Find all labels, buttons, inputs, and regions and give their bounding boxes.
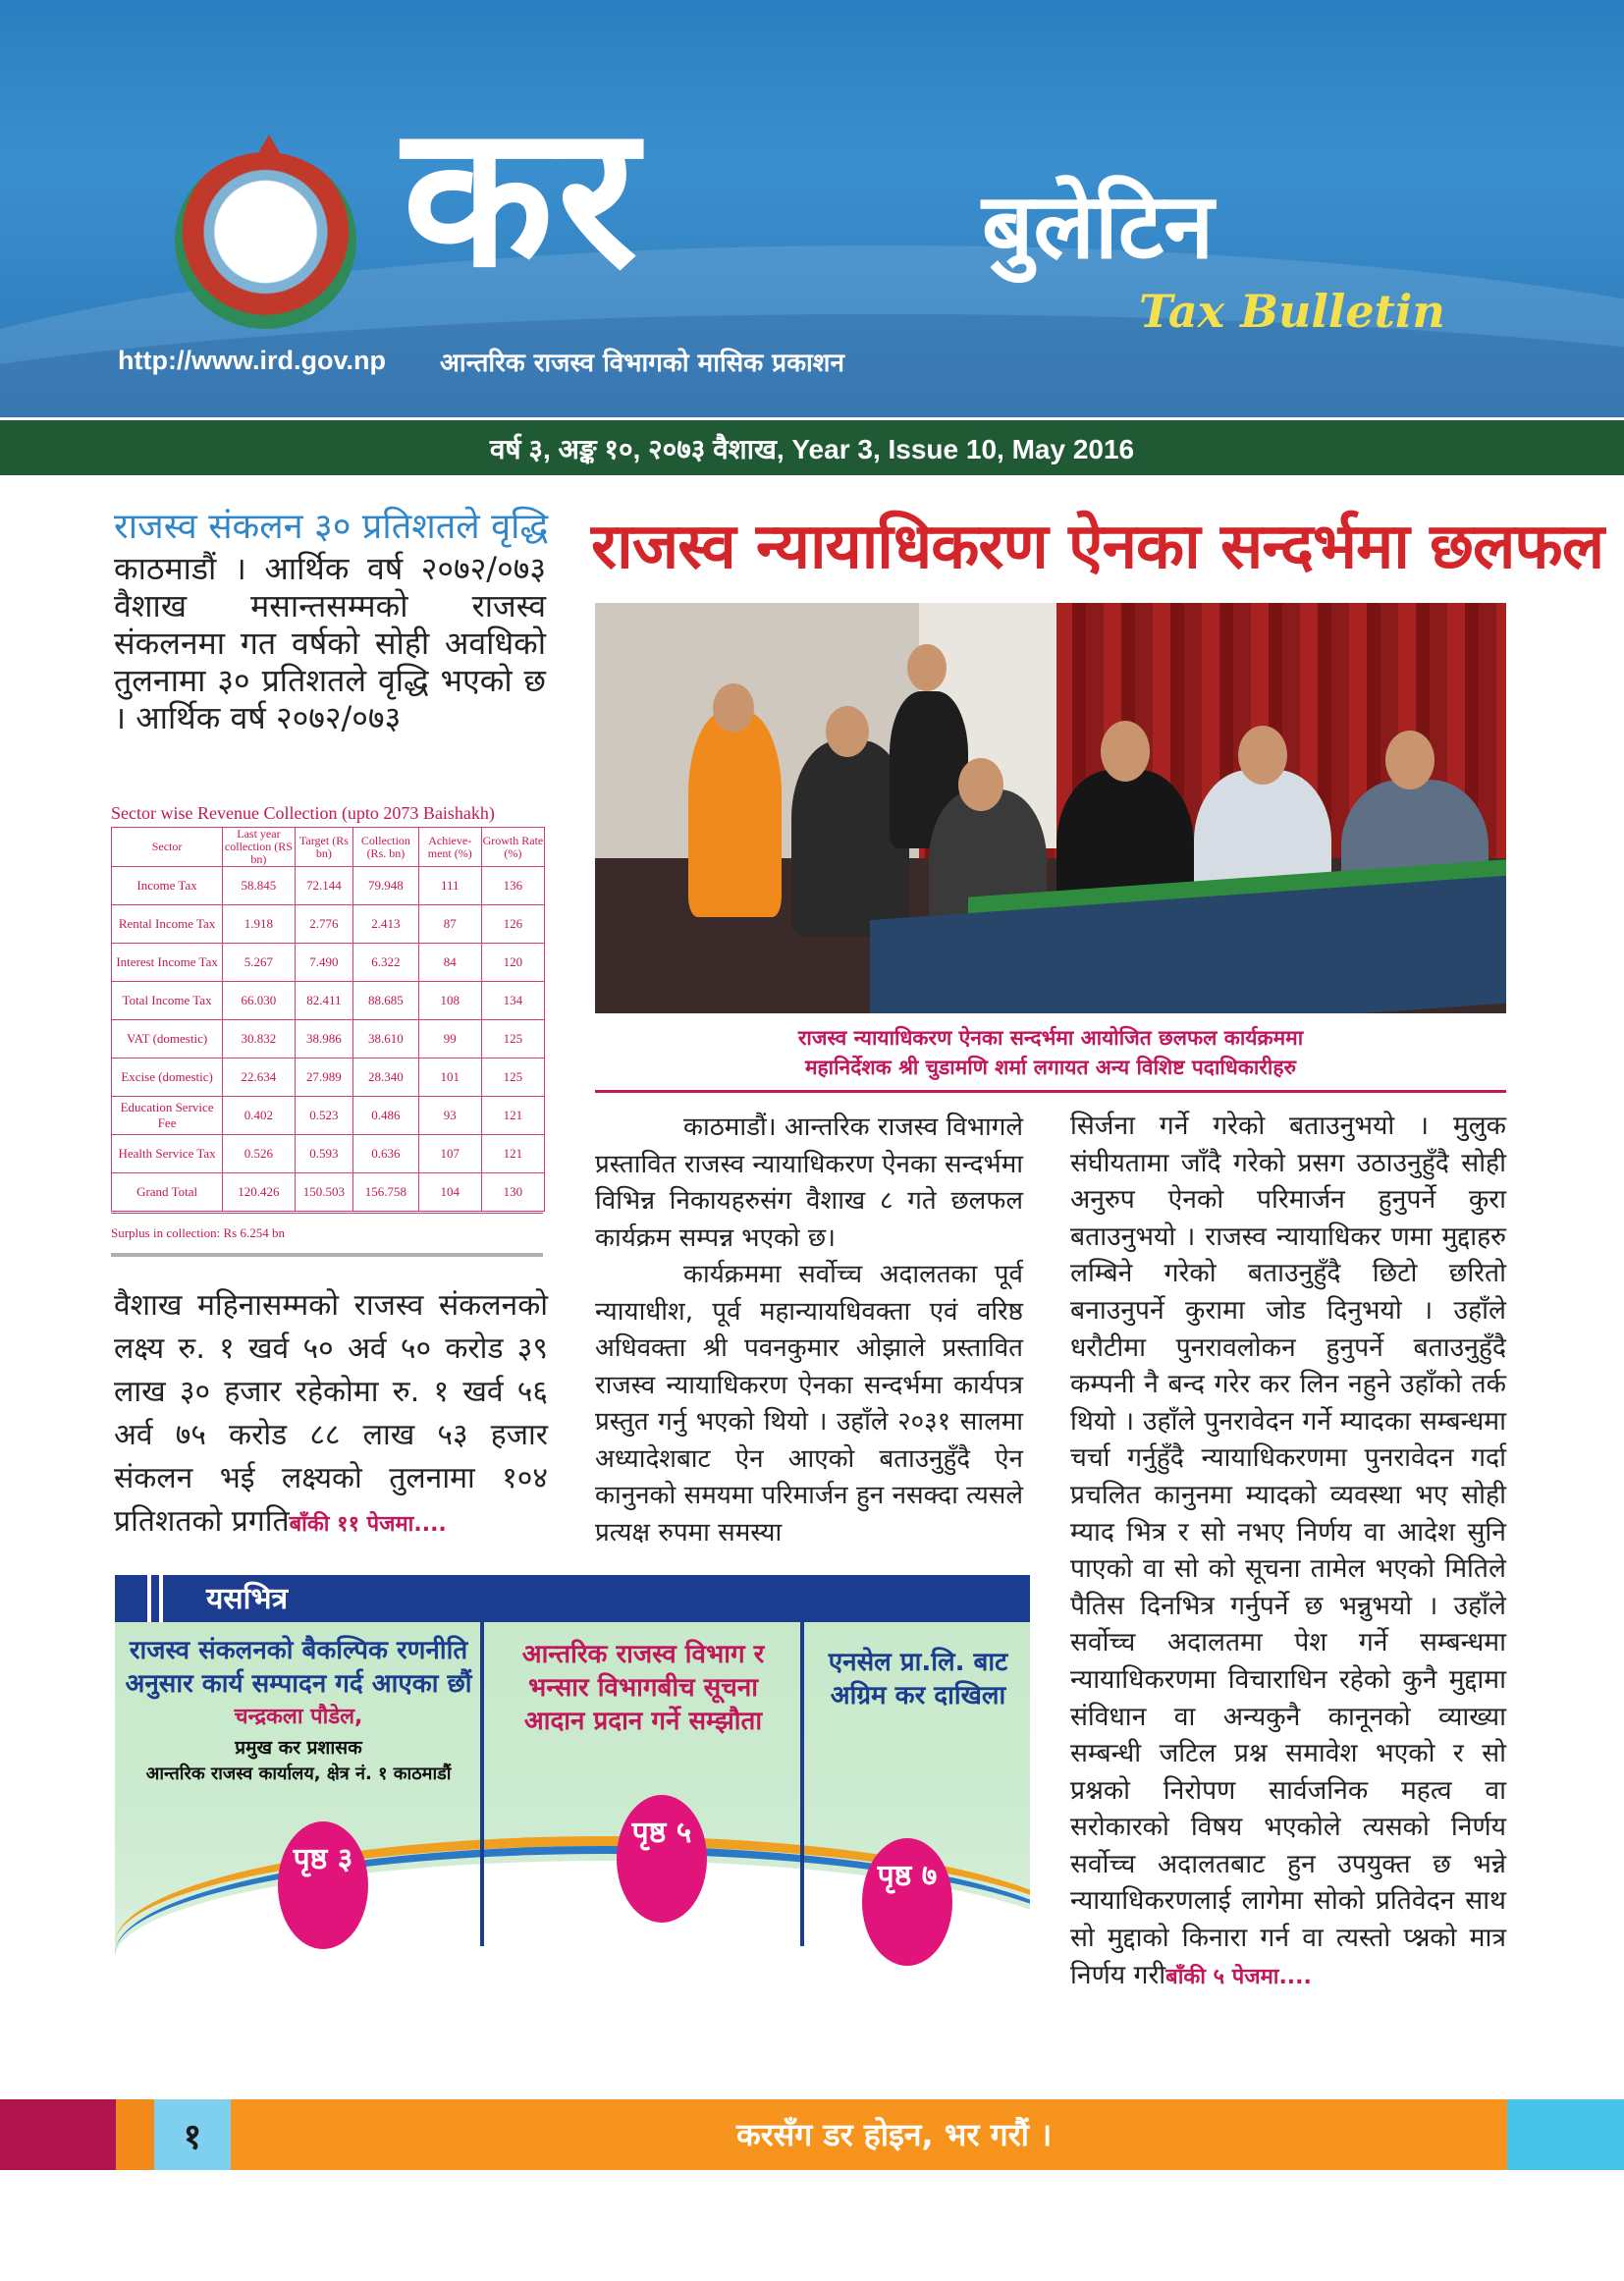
footer-accent — [116, 2099, 154, 2170]
table-cell: 104 — [418, 1173, 481, 1212]
table-cell: 93 — [418, 1097, 481, 1135]
table-cell: 150.503 — [295, 1173, 353, 1212]
table-cell: 22.634 — [223, 1059, 296, 1097]
photo-caption — [595, 1023, 1506, 1082]
table-cell: 7.490 — [295, 944, 353, 982]
table-row — [112, 867, 545, 905]
table-cell: 101 — [418, 1059, 481, 1097]
table-cell: 121 — [481, 1135, 544, 1173]
table-header-cell: Collection (Rs. bn) — [353, 828, 419, 867]
left-article-intro: काठमाडौं । आर्थिक वर्ष २०७२/०७३ वैशाख मसान्तसम्मको राजस्व संकलनमा गत वर्षको सोही अवधिको तुलनामा ३० प्रतिशतले वृद्धि भएको छ । आर्थिक वर्ष २०७२/०७३ — [114, 550, 546, 736]
table-cell: 87 — [418, 905, 481, 944]
table-row — [112, 1173, 545, 1212]
table-row-sector: VAT (domestic) — [112, 1020, 223, 1059]
left-article-title: राजस्व संकलन ३० प्रतिशतले वृद्धि — [114, 507, 549, 547]
masthead-subtitle: बुलेटिन — [982, 173, 1215, 279]
table-header-cell: Last year collection (RS bn) — [223, 828, 296, 867]
main-article-column-1 — [595, 1110, 1023, 1551]
header-bars-icon — [147, 1575, 163, 1622]
table-row-sector: Excise (domestic) — [112, 1059, 223, 1097]
table-cell: 0.523 — [295, 1097, 353, 1135]
masthead-english-title: Tax Bulletin — [1139, 285, 1445, 338]
masthead-title: कर — [403, 81, 642, 311]
table-cell: 2.413 — [353, 905, 419, 944]
nepal-emblem-icon — [175, 152, 356, 329]
table-cell: 82.411 — [295, 982, 353, 1020]
table-cell: 134 — [481, 982, 544, 1020]
page-badge-2[interactable]: पृष्ठ ५ — [617, 1795, 707, 1923]
table-row — [112, 1097, 545, 1135]
table-cell: 38.610 — [353, 1020, 419, 1059]
table-cell: 0.593 — [295, 1135, 353, 1173]
table-cell: 107 — [418, 1135, 481, 1173]
website-url[interactable]: http://www.ird.gov.np — [118, 346, 386, 375]
inside-title: यसभित्र — [206, 1582, 289, 1616]
table-cell: 1.918 — [223, 905, 296, 944]
photo-caption-line2: महानिर्देशक श्री चुडामणि शर्मा लगायत अन्य विशिष्ट पदाधिकारीहरु — [804, 1056, 1297, 1079]
table-cell: 27.989 — [295, 1059, 353, 1097]
table-row-sector: Total Income Tax — [112, 982, 223, 1020]
table-row-sector: Interest Income Tax — [112, 944, 223, 982]
table-row — [112, 944, 545, 982]
inside-item-2[interactable]: आन्तरिक राजस्व विभाग र भन्सार विभागबीच सूचना आदान प्रदान गर्ने सम्झौता — [521, 1640, 765, 1736]
table-header-cell: Growth Rate (%) — [481, 828, 544, 867]
table-row-sector: Health Service Tax — [112, 1135, 223, 1173]
table-cell: 28.340 — [353, 1059, 419, 1097]
table-cell: 120.426 — [223, 1173, 296, 1212]
table-row-sector: Education Service Fee — [112, 1097, 223, 1135]
table-cell: 2.776 — [295, 905, 353, 944]
main-article-right-text: सिर्जना गर्ने गरेको बताउनुभयो । मुलुक संघीयतामा जाँदै गरेको प्रसग उठाउनुहुँदै सोही अनुरुप ऐनको परिमार्जन हुनुपर्ने कुरा बताउनुभयो । राजस्व न्यायाधिकर णमा मुद्दाहरु लम्बिने गरेको बताउनुहुँदै छिटो छरितो बनाउनुपर्ने कुरामा जोड दिनुभयो । उहाँले धरौटीमा पुनरावलोकन हुनुपर्ने बताउनुहुँदै कम्पनी नै बन्द गरेर कर लिन नहुने उहाँको तर्क थियो । उहाँले पुनरावेदन गर्ने म्यादका सम्बन्धमा चर्चा गर्नुहुँदै न्यायाधिकरणमा पुनरावेदन गर्दा प्रचलित कानुनमा म्यादको व्यवस्था भए सोही म्याद भित्र र सो नभए निर्णय वा आदेश सुनि पाएको वा सो को सूचना तामेल भएको मितिले पैतिस दिनभित्र गर्नुपर्ने छ भन्नुभयो । उहाँले सर्वोच्च अदालतमा पेश गर्ने सम्बन्धमा न्यायाधिकरणमा विचाराधिन रहेको कुनै मुद्दामा संविधान वा अन्यकुनै कानूनको व्याख्या सम्बन्धी जटिल प्रश्न समावेश भएको र सो प्रश्नको निरोपण सार्वजनिक महत्व वा सरोकारको विषय भएकोले त्यसको निर्णय सर्वोच्च अदालतबाट हुन उपयुक्त छ भन्ने न्यायाधिकरणलाई लागेमा सोको प्रतिवेदन साथ सो मुद्दाको किनारा गर्न वा त्यस्तो प्श्नको मात्र निर्णय गरी — [1070, 1111, 1506, 1990]
table-cell: 0.486 — [353, 1097, 419, 1135]
table-cell: 121 — [481, 1097, 544, 1135]
table-row — [112, 1135, 545, 1173]
table-row — [112, 1020, 545, 1059]
inside-item-1-author: चन्द्रकला पौडेल, — [234, 1705, 363, 1729]
inside-item-1-office: आन्तरिक राजस्व कार्यालय, क्षेत्र नं. १ काठमाडौं — [145, 1764, 452, 1784]
page-number: १ — [183, 2117, 202, 2157]
table-cell: 79.948 — [353, 867, 419, 905]
table-cell: 130 — [481, 1173, 544, 1212]
continued-link[interactable]: बाँकी ५ पेजमा.... — [1165, 1964, 1312, 1989]
inside-item-1[interactable] — [120, 1634, 477, 1787]
inside-item-3[interactable]: एनसेल प्रा.लि. बाट अग्रिम कर दाखिला — [828, 1648, 1008, 1711]
main-headline: राजस्व न्यायाधिकरण ऐनका सन्दर्भमा छलफल — [591, 511, 1604, 583]
column-divider — [480, 1622, 484, 1946]
table-header-cell: Target (Rs bn) — [295, 828, 353, 867]
table-cell: 99 — [418, 1020, 481, 1059]
table-cell: 126 — [481, 905, 544, 944]
table-cell: 0.526 — [223, 1135, 296, 1173]
page-badge-3[interactable]: पृष्ठ ७ — [862, 1838, 952, 1966]
table-cell: 72.144 — [295, 867, 353, 905]
inside-item-1-role: प्रमुख कर प्रशासक — [235, 1737, 362, 1759]
table-cell: 120 — [481, 944, 544, 982]
table-cell: 0.402 — [223, 1097, 296, 1135]
caption-divider — [595, 1090, 1506, 1093]
table-cell: 30.832 — [223, 1020, 296, 1059]
event-photo — [595, 603, 1506, 1013]
table-row — [112, 905, 545, 944]
table-row-sector: Grand Total — [112, 1173, 223, 1212]
table-cell: 125 — [481, 1020, 544, 1059]
left-article-body — [114, 1284, 548, 1547]
footer-slogan: करसँग डर होइन, भर गरौं । — [736, 2116, 1053, 2153]
table-cell: 108 — [418, 982, 481, 1020]
masthead-description: आन्तरिक राजस्व विभागको मासिक प्रकाशन — [440, 349, 844, 378]
issue-info: वर्ष ३, अङ्क १०, २०७३ वैशाख, Year 3, Issue 10, May 2016 — [489, 434, 1135, 464]
table-body — [112, 867, 545, 1212]
footer-accent — [0, 2099, 116, 2170]
table-cell: 156.758 — [353, 1173, 419, 1212]
table-cell: 6.322 — [353, 944, 419, 982]
table-cell: 5.267 — [223, 944, 296, 982]
main-article-para1: काठमाडौं। आन्तरिक राजस्व विभागले प्रस्तावित राजस्व न्यायाधिकरण ऐनका सन्दर्भमा विभिन्न निकायहरुसंग वैशाख ८ गते छलफल कार्यक्रम सम्पन्न भएको छ। — [595, 1113, 1023, 1253]
table-cell: 125 — [481, 1059, 544, 1097]
footer-accent — [1507, 2099, 1624, 2170]
page-badge-1[interactable]: पृष्ठ ३ — [278, 1821, 368, 1949]
table-row — [112, 982, 545, 1020]
inside-item-1-title: राजस्व संकलनको बैकल्पिक रणनीति अनुसार कार्य सम्पादन गर्द आएका छौं — [125, 1636, 472, 1699]
table-cell: 0.636 — [353, 1135, 419, 1173]
table-cell: 136 — [481, 867, 544, 905]
table-cell: 38.986 — [295, 1020, 353, 1059]
column-divider — [800, 1622, 804, 1946]
table-cell: 88.685 — [353, 982, 419, 1020]
table-row — [112, 1059, 545, 1097]
table-header-cell: Sector — [112, 828, 223, 867]
table-cell: 84 — [418, 944, 481, 982]
table-header-cell: Achieve-ment (%) — [418, 828, 481, 867]
photo-caption-line1: राजस्व न्यायाधिकरण ऐनका सन्दर्भमा आयोजित छलफल कार्यक्रममा — [797, 1026, 1304, 1050]
table-row-sector: Income Tax — [112, 867, 223, 905]
table-row-sector: Rental Income Tax — [112, 905, 223, 944]
table-footnote: Surplus in collection: Rs 6.254 bn — [111, 1213, 543, 1257]
table-cell: 111 — [418, 867, 481, 905]
revenue-table — [111, 827, 545, 1212]
table-header-row — [112, 828, 545, 867]
left-article-body-text: वैशाख महिनासम्मको राजस्व संकलनको लक्ष्य रु. १ खर्व ५० अर्व ५० करोड ३९ लाख ३० हजार रहेकोमा रु. १ खर्व ५६ अर्व ७५ करोड ८८ लाख ५३ हजार संकलन भई लक्ष्यको तुलनामा १०४ प्रतिशतको प्रगति — [114, 1288, 548, 1539]
table-caption: Sector wise Revenue Collection (upto 2073 Baishakh) — [111, 803, 495, 823]
table-cell: 58.845 — [223, 867, 296, 905]
table-cell: 66.030 — [223, 982, 296, 1020]
continued-link[interactable]: बाँकी ११ पेजमा.... — [289, 1512, 447, 1537]
main-article-column-2 — [1070, 1108, 1506, 1995]
main-article-para2: कार्यक्रममा सर्वोच्च अदालतका पूर्व न्यायाधीश, पूर्व महान्यायधिवक्ता एवं वरिष्ठ अधिवक्ता श्री पवनकुमार ओझाले प्रस्तावित राजस्व न्यायाधिकरण ऐनका सन्दर्भमा कार्यपत्र प्रस्तुत गर्नु भएको थियो । उहाँले २०३१ सालमा अध्यादेशबाट ऐन आएको बताउनुहुँदै ऐन कानुनको समयमा परिमार्जन हुन नसक्दा त्यसले प्रत्यक्ष रुपमा समस्या — [595, 1260, 1023, 1548]
